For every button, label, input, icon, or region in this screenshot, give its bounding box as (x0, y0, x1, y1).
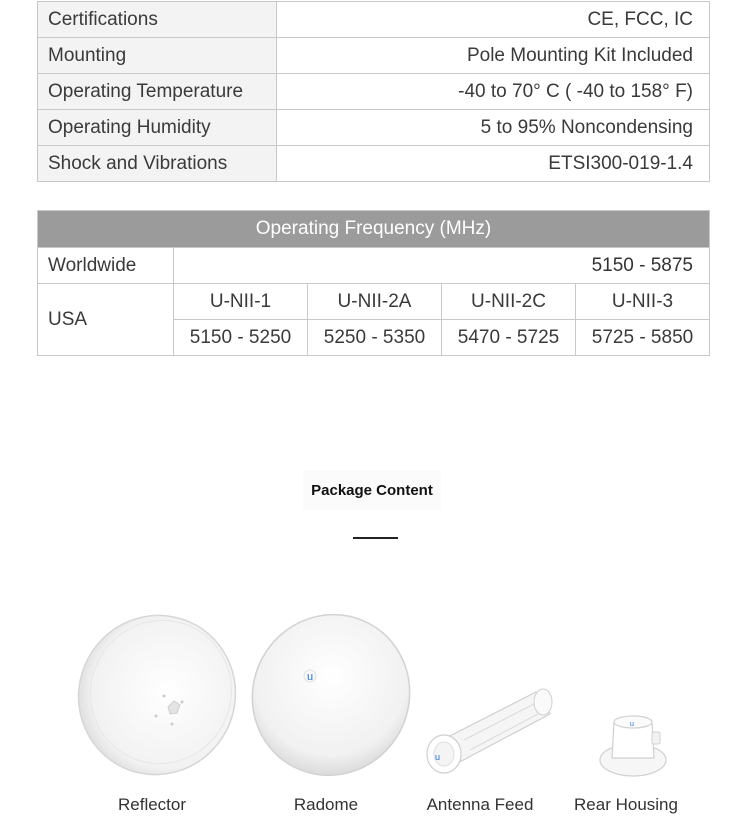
spec-key: Operating Humidity (38, 110, 277, 146)
table-header-row (38, 211, 710, 248)
spec-value: CE, FCC, IC (277, 2, 710, 38)
band-name: U-NII-1 (174, 284, 308, 320)
spec-value: Pole Mounting Kit Included (277, 38, 710, 74)
band-range: 5150 - 5250 (174, 320, 308, 356)
band-name: U-NII-3 (576, 284, 710, 320)
band-range: 5470 - 5725 (442, 320, 576, 356)
worldwide-label: Worldwide (38, 248, 174, 284)
svg-text:u: u (435, 752, 441, 762)
table-row (38, 110, 710, 146)
table-row (38, 2, 710, 38)
table-row (38, 38, 710, 74)
frequency-table (37, 210, 710, 356)
frequency-table-title: Operating Frequency (MHz) (38, 211, 710, 248)
spec-value: ETSI300-019-1.4 (277, 146, 710, 182)
rear-housing-image (596, 712, 670, 778)
spec-key: Shock and Vibrations (38, 146, 277, 182)
spec-value: -40 to 70° C ( -40 to 158° F) (277, 74, 710, 110)
table-row (38, 248, 710, 284)
band-range: 5725 - 5850 (576, 320, 710, 356)
spec-key: Operating Temperature (38, 74, 277, 110)
reflector-label: Reflector (117, 795, 187, 814)
spec-value: 5 to 95% Noncondensing (277, 110, 710, 146)
table-row (38, 146, 710, 182)
reflector-image (76, 612, 238, 778)
worldwide-value: 5150 - 5875 (174, 248, 710, 284)
band-name: U-NII-2A (308, 284, 442, 320)
antenna-feed-label: Antenna Feed (426, 795, 534, 814)
specifications-table (37, 1, 710, 182)
rear-housing-label: Rear Housing (574, 795, 678, 814)
band-range: 5250 - 5350 (308, 320, 442, 356)
spec-key: Certifications (38, 2, 277, 38)
svg-text:u: u (630, 721, 634, 728)
svg-text:u: u (307, 671, 314, 683)
title-divider (353, 537, 398, 539)
spec-key: Mounting (38, 38, 277, 74)
usa-label: USA (38, 284, 174, 356)
table-row (38, 284, 710, 320)
radome-image (250, 612, 412, 778)
package-content-title: Package Content (303, 470, 441, 510)
radome-label: Radome (293, 795, 359, 814)
band-name: U-NII-2C (442, 284, 576, 320)
table-row (38, 74, 710, 110)
antenna-feed-image (424, 684, 556, 776)
